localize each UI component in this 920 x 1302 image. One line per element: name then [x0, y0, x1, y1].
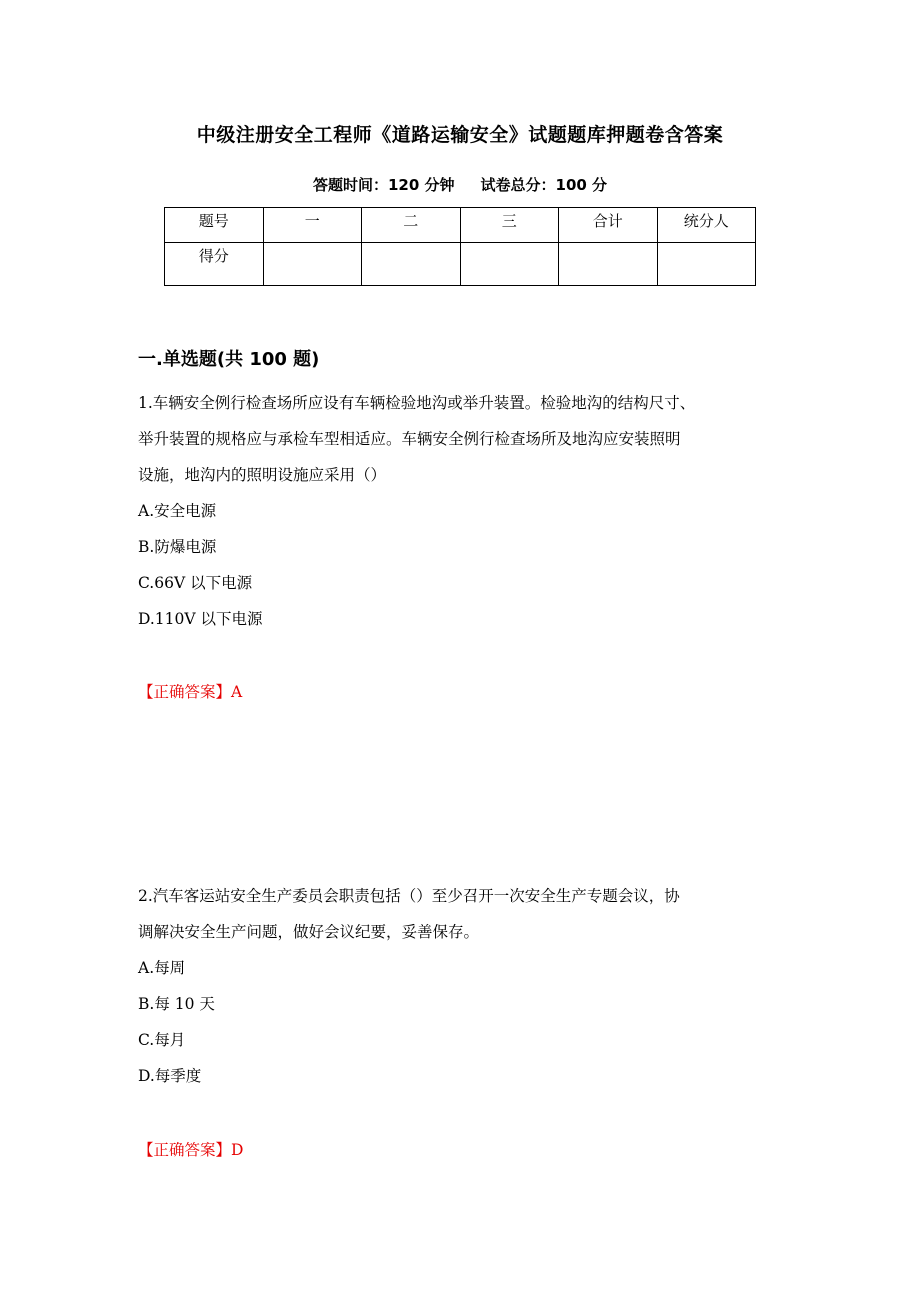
- score-cell: [657, 243, 756, 286]
- score-cell: [263, 243, 362, 286]
- exam-time: 答题时间：120 分钟: [312, 176, 455, 194]
- score-table-header-row: [165, 208, 756, 243]
- question-option: C.66V 以下电源: [138, 574, 253, 592]
- question-stem-line: 1.车辆安全例行检查场所应设有车辆检验地沟或举升装置。检验地沟的结构尺寸、: [138, 394, 696, 412]
- document-title: 中级注册安全工程师《道路运输安全》试题题库押题卷含答案: [196, 124, 724, 146]
- question-option: D.110V 以下电源: [138, 610, 263, 628]
- score-table-row-label: 得分: [165, 243, 264, 286]
- score-table: [164, 207, 756, 286]
- answer-2: 【正确答案】D: [138, 1141, 244, 1159]
- section-title: 一.单选题(共 100 题): [138, 349, 320, 370]
- score-cell: [559, 243, 658, 286]
- question-2: [138, 878, 788, 1094]
- answer-1: 【正确答案】A: [138, 683, 243, 701]
- exam-total-score: 试卷总分：100 分: [480, 176, 608, 194]
- question-stem-line: 设施，地沟内的照明设施应采用（）: [138, 466, 387, 484]
- exam-meta: [0, 174, 920, 195]
- question-stem-line: 2.汽车客运站安全生产委员会职责包括（）至少召开一次安全生产专题会议，协: [138, 887, 680, 905]
- question-option: B.每 10 天: [138, 995, 215, 1013]
- score-table-header: 三: [460, 208, 559, 243]
- question-1: [138, 385, 788, 637]
- score-table-header: 一: [263, 208, 362, 243]
- question-option: C.每月: [138, 1031, 186, 1049]
- score-cell: [362, 243, 461, 286]
- question-option: B.防爆电源: [138, 538, 217, 556]
- score-table-header: 统分人: [657, 208, 756, 243]
- question-option: A.每周: [138, 959, 186, 977]
- score-cell: [460, 243, 559, 286]
- question-option: D.每季度: [138, 1067, 202, 1085]
- score-table-header: 合计: [559, 208, 658, 243]
- question-stem-line: 调解决安全生产问题，做好会议纪要，妥善保存。: [138, 923, 480, 941]
- question-option: A.安全电源: [138, 502, 217, 520]
- question-stem-line: 举升装置的规格应与承检车型相适应。车辆安全例行检查场所及地沟应安装照明: [138, 430, 681, 448]
- score-table-header: 题号: [165, 208, 264, 243]
- score-table-score-row: [165, 243, 756, 286]
- score-table-header: 二: [362, 208, 461, 243]
